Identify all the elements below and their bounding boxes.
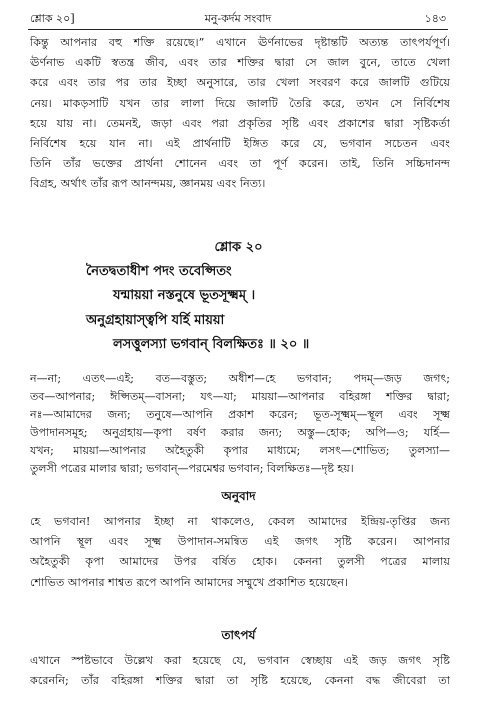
text-line: হে ভগবান! আপনার ইচ্ছা না থাকলেও, কেবল আমাদের ইন্দ্রিয়-তৃপ্তির জন্য [30,515,450,528]
synonym-line: তব—আপনার; ঈপ্সিতম্—বাসনা; যৎ—যা; মায়য়া—আপনার বহিরঙ্গা শক্তির দ্বারা; [30,390,450,404]
text-line: নেয়। মাকড়সাটি যখন তার লালা দিয়ে জালটি তৈরি করে, তখন সে নির্বিশেষ [30,96,450,110]
text-line: করে এবং তার পর তার ইচ্ছা অনুসারে, তার খেলা সংবরণ করে জালটি গুটিয়ে [30,76,450,90]
synonym-line: তুলসী পত্রের মালার দ্বারা; ভগবান্—পরমেশ্বর ভগবান; বিলক্ষিতঃ—দৃষ্ট হয়। [30,462,354,476]
translation-heading: অনুবাদ [221,489,256,503]
synonym-line: নঃ—আমাদের জন্য; তনুষে—আপনি প্রকাশ করেন; ভূত-সূক্ষ্মম্—স্থূল এবং সূক্ষ্ম [30,408,450,422]
synonym-line: ন—না; এতৎ—এই; বত—বস্তুত; অধীশ—হে ভগবান; পদম্—জড় জগৎ; [30,372,450,385]
purport-text [30,651,450,691]
text-line: নির্বিশেষ হয়ে যান না। এই প্রার্থনাটি ইঙ্গিত করে যে, ভগবান সচেতন এবং [30,137,450,151]
verse-line: অনুগ্রহায়াস্ত্বপি যর্হি মায়য়া [86,313,225,328]
text-line: শোভিত আপনার শাশ্বত রূপে আপনি আমাদের সম্মুখে প্রকাশিত হয়েছেন। [30,575,349,589]
header-verse-ref: শ্লোক ২০] [30,12,75,25]
verse-line: নৈতদ্বতাধীশ পদং তবেপ্সিতং [86,264,232,279]
text-line: কিন্তু আপনার বহু শক্তি রয়েছে।” এখানে ঊর্ণনাভের দৃষ্টান্তটি অত্যন্ত তাৎপর্যপূর্ণ। [30,36,450,49]
text-line: হয়ে যায় না। তেমনই, জড়া এবং পরা প্রকৃতির সৃষ্টি এবং প্রকাশের দ্বারা সৃষ্টিকর্তা [30,116,450,130]
header-divider [28,29,448,30]
text-line: বিগ্রহ, অর্থাৎ তাঁর রূপ আনন্দময়, জ্ঞানময় এবং নিত্য। [30,177,266,191]
text-line: ঊর্ণনাভ একটি স্বতন্ত্র জীব, এবং তার শক্তির দ্বারা সে জাল বুনে, তাতে খেলা [30,56,450,70]
text-line: আপনি স্থূল এবং সূক্ষ্ম উপাদান-সমন্বিত এই জগৎ সৃষ্টি করেন। আপনার [30,535,450,549]
verse-heading: শ্লোক ২০ [214,240,263,255]
header-chapter-title: মনু-কর্দম সংবাদ [204,12,272,25]
synonym-line: উপাদানসমূহ; অনুগ্রহায়—কৃপা বর্ষণ করার জন্য; অস্তু—হোক; অপি—ও; যর্হি— [30,426,450,440]
verse-line: যন্মায়য়া নস্তনুষে ভূতসূক্ষ্মম্ । [113,288,256,303]
translation-text [30,512,450,593]
purport-heading: তাৎপর্য [221,628,256,642]
synonym-line: যখন; মায়য়া—আপনার অহৈতুকী কৃপার মাধ্যমে; লসৎ—শোভিত; তুলস্যা— [30,444,450,458]
text-line: অহৈতুকী কৃপা আমাদের উপর বর্ষিত হোক। কেননা তুলসী পত্রের মালায় [30,555,450,569]
word-synonyms [30,370,450,479]
verse-line: লসত্তুলস্যা ভগবান্ বিলক্ষিতঃ ॥ ২০ ॥ [113,337,310,352]
text-line: তিনি তাঁর ভক্তের প্রার্থনা শোনেন এবং তা পূর্ণ করেন। তাই, তিনি সচ্চিদানন্দ [30,157,450,171]
purport-continued [30,33,450,195]
text-line: করেননি; তাঁর বহিরঙ্গা শক্তির দ্বারা তা সৃষ্টি হয়েছে, কেননা বদ্ধ জীবেরা তা [30,674,450,688]
running-header [30,10,446,26]
text-line: এখানে স্পষ্টভাবে উল্লেখ করা হয়েছে যে, ভগবান স্বেচ্ছায় এই জড় জগৎ সৃষ্টি [30,654,450,667]
header-page-number: ১৪৩ [424,12,446,25]
